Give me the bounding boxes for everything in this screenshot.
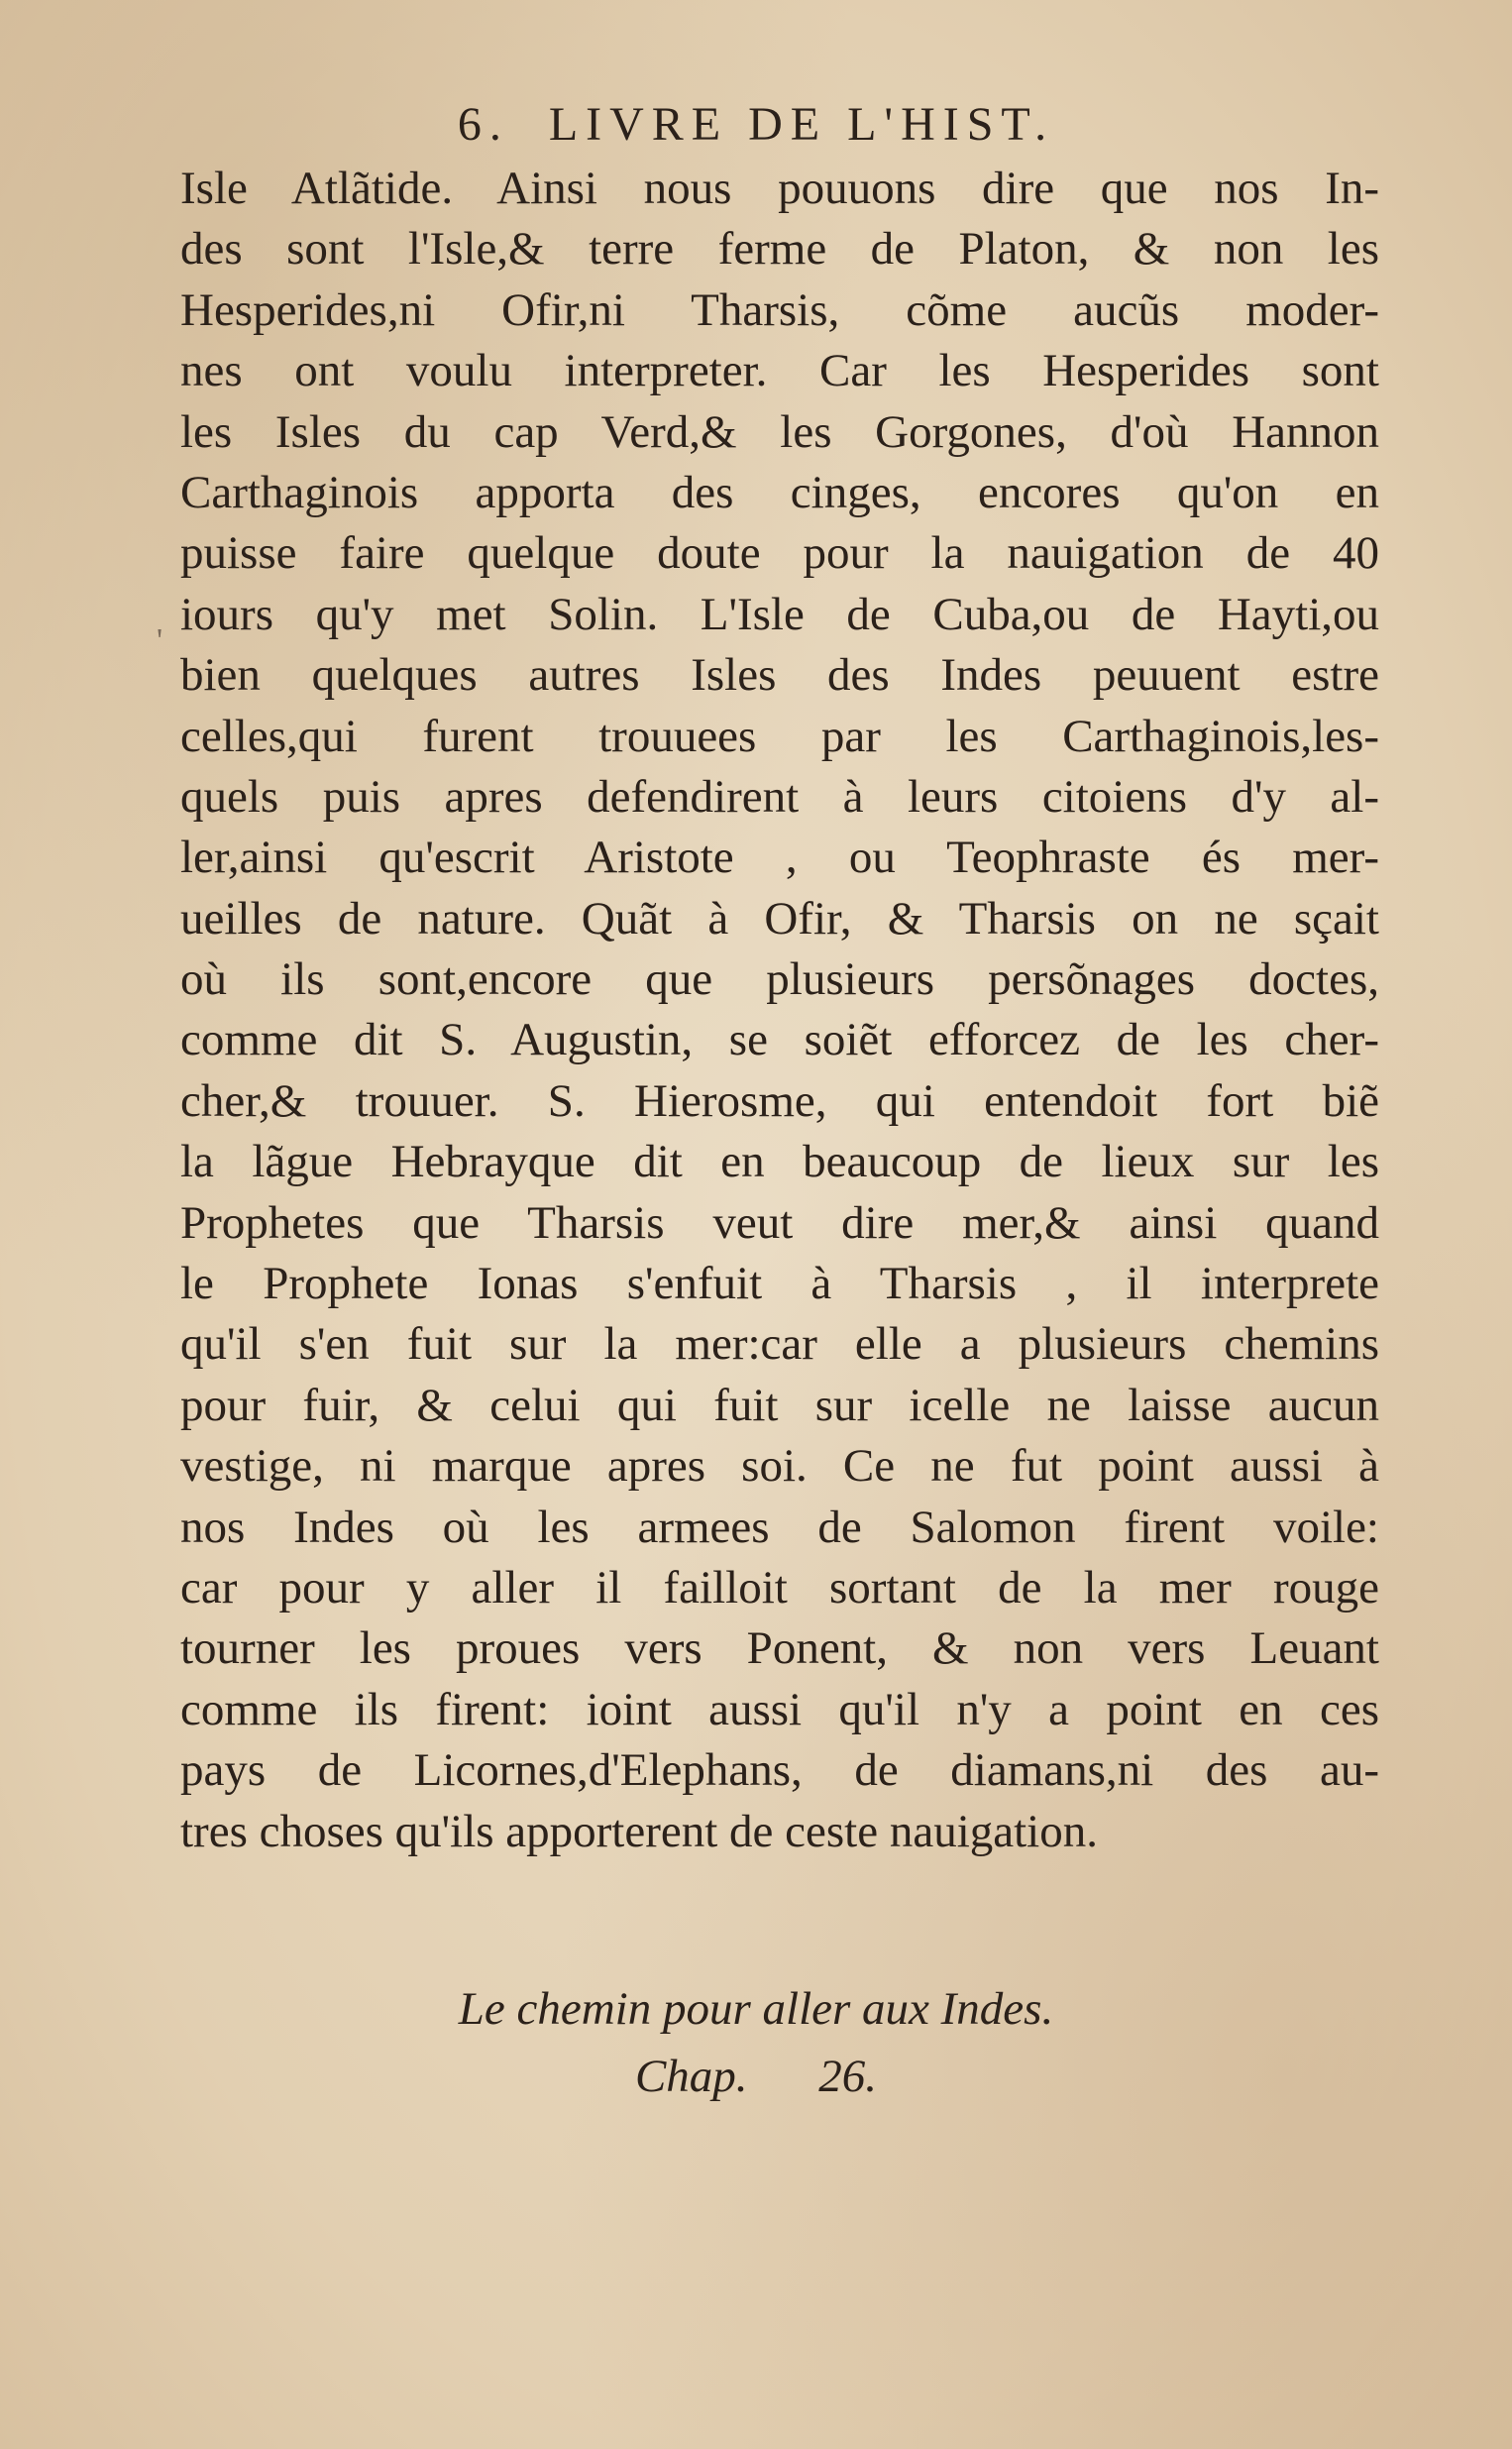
text-line: des sont l'Isle,& terre ferme de Platon, & non les (180, 223, 1379, 276)
text-line: ler,ainsi qu'escrit Aristote , ou Teophraste és mer- (180, 832, 1379, 884)
text-line: pour fuir, & celui qui fuit sur icelle ne laisse aucun (180, 1379, 1379, 1431)
text-line: Hesperides,ni Ofir,ni Tharsis, cõme aucũs moder- (180, 283, 1379, 336)
text-line: nes ont voulu interpreter. Car les Hesperides sont (180, 345, 1379, 397)
text-line: où ils sont,encore que plusieurs persõnages doctes, (180, 953, 1379, 1006)
text-line: les Isles du cap Verd,& les Gorgones, d'où Hannon (180, 405, 1379, 458)
text-line: qu'il s'en fuit sur la mer:car elle a plusieurs chemins (180, 1318, 1379, 1371)
text-line: pays de Licornes,d'Elephans, de diamans,ni des au- (180, 1744, 1379, 1797)
text-line: car pour y aller il failloit sortant de la mer rouge (180, 1561, 1379, 1614)
margin-mark: ' (157, 622, 163, 659)
text-line: nos Indes où les armees de Salomon firent voile: (180, 1501, 1379, 1553)
chapter-number: 26. (818, 2051, 878, 2102)
text-line: le Prophete Ionas s'enfuit à Tharsis , il interprete (180, 1258, 1379, 1310)
text-line: cher,& trouuer. S. Hierosme, qui entendoit fort biẽ (180, 1074, 1379, 1127)
text-line: vestige, ni marque apres soi. Ce ne fut point aussi à (180, 1440, 1379, 1493)
body-text (180, 159, 1379, 1862)
text-line: puisse faire quelque doute pour la nauigation de 40 (180, 527, 1379, 580)
text-line: tres choses qu'ils apporterent de ceste nauigation. (180, 1805, 1098, 1857)
text-line: celles,qui furent trouuees par les Carthaginois,les- (180, 710, 1379, 762)
text-line: tourner les proues vers Ponent, & non vers Leuant (180, 1622, 1379, 1675)
text-line: Isle Atlãtide. Ainsi nous pouuons dire que nos In- (180, 163, 1379, 214)
chapter-label: Chap. (634, 2051, 748, 2102)
text-line: ueilles de nature. Quãt à Ofir, & Tharsis on ne sçait (180, 892, 1379, 945)
text-line: Prophetes que Tharsis veut dire mer,& ainsi quand (180, 1196, 1379, 1249)
running-header (0, 97, 1512, 152)
text-line: la lãgue Hebrayque dit en beaucoup de lieux sur les (180, 1136, 1379, 1188)
running-title: LIVRE DE L'HIST. (548, 98, 1055, 151)
text-line: comme dit S. Augustin, se soiẽt efforcez de les cher- (180, 1014, 1379, 1066)
text-line: comme ils firent: ioint aussi qu'il n'y a point en ces (180, 1683, 1379, 1735)
text-line: quels puis apres defendirent à leurs citoiens d'y al- (180, 770, 1379, 823)
text-line: Carthaginois apporta des cinges, encores qu'on en (180, 466, 1379, 518)
text-line: iours qu'y met Solin. L'Isle de Cuba,ou de Hayti,ou (180, 588, 1379, 640)
chapter-title: Le chemin pour aller aux Indes. (458, 1983, 1054, 2035)
chapter-heading (0, 2050, 1512, 2103)
text-line: bien quelques autres Isles des Indes peuuent estre (180, 649, 1379, 702)
page-number: 6. (457, 98, 509, 151)
